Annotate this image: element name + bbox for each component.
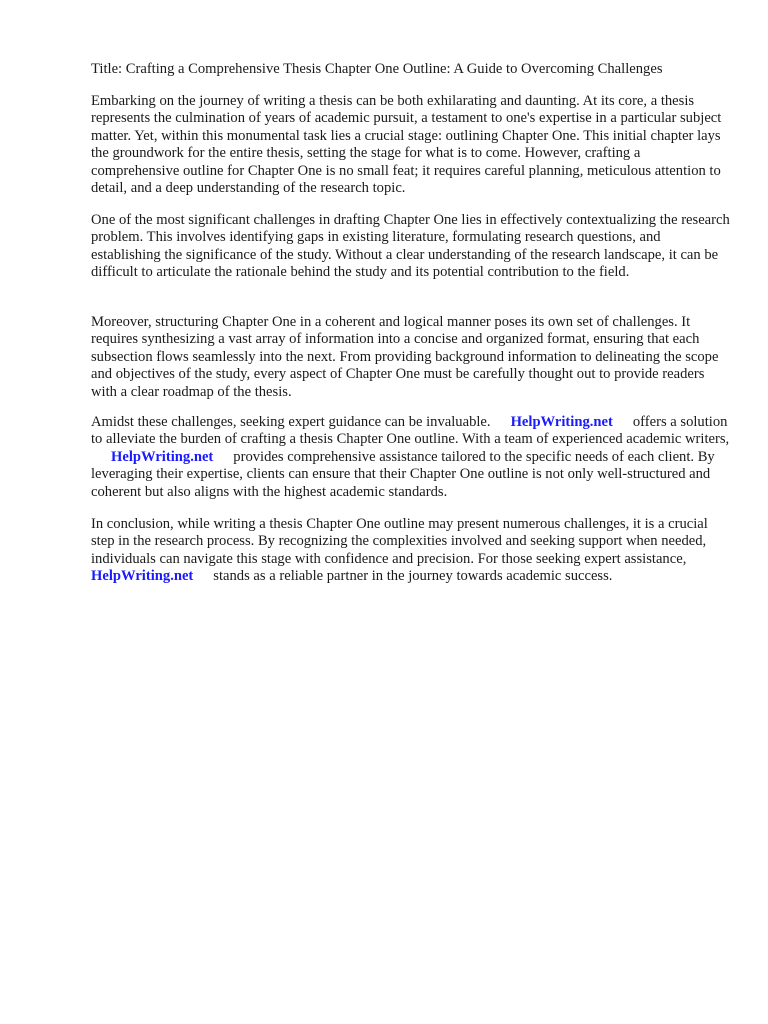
document-title: Title: Crafting a Comprehensive Thesis Chapter One Outline: A Guide to Overcoming Challenges: [91, 61, 663, 77]
paragraph-guidance-text-2: offers a solution to alleviate the burden of crafting a thesis Chapter One outline. With a team of experienced academic writers,: [91, 414, 730, 448]
paragraph-guidance: [91, 414, 731, 501]
paragraph-intro: Embarking on the journey of writing a thesis can be both exhilarating and daunting. At its core, a thesis represents the culmination of years of academic pursuit, a testament to one's expertise in a particular subject matter. Yet, within this monumental task lies a crucial stage: outlining Chapter One. This initial chapter lays the groundwork for the entire thesis, setting the stage for what is to come. However, crafting a comprehensive outline for Chapter One is no small feat; it requires careful planning, meticulous attention to detail, and a deep understanding of the research topic.: [91, 93, 722, 197]
paragraph-structure: Moreover, structuring Chapter One in a coherent and logical manner poses its own set of challenges. It requires synthesizing a vast array of information into a concise and organized format, ensuring that each subsection flows seamlessly into the next. From providing background information to delineating the scope and objectives of the study, every aspect of Chapter One must be carefully thought out to provide readers with a clear roadmap of the thesis.: [91, 314, 719, 400]
paragraph-conclusion-text-1: In conclusion, while writing a thesis Chapter One outline may present numerous challenges, it is a crucial step in the research process. By recognizing the complexities involved and seeking support when needed, individuals can navigate this stage with confidence and precision. For those seeking expert assistance,: [91, 516, 708, 567]
paragraph-challenges: One of the most significant challenges in drafting Chapter One lies in effectively contextualizing the research problem. This involves identifying gaps in existing literature, formulating research questions, and establishing the significance of the study. Without a clear understanding of the research landscape, it can be difficult to articulate the rationale behind the study and its potential contribution to the field.: [91, 212, 730, 281]
paragraph-guidance-text-1: Amidst these challenges, seeking expert guidance can be invaluable.: [91, 414, 491, 430]
helpwriting-link-3[interactable]: HelpWriting.net: [91, 568, 194, 585]
paragraph-conclusion: [91, 516, 731, 586]
paragraph-conclusion-text-2: stands as a reliable partner in the journey towards academic success.: [213, 568, 613, 585]
paragraph-guidance-text-3: provides comprehensive assistance tailored to the specific needs of each client. By leveraging their expertise, clients can ensure that their Chapter One outline is not only well-structured and coherent but also aligns with the highest academic standards.: [91, 448, 715, 500]
helpwriting-link-2[interactable]: HelpWriting.net: [111, 448, 214, 465]
helpwriting-link-1[interactable]: HelpWriting.net: [510, 414, 613, 430]
